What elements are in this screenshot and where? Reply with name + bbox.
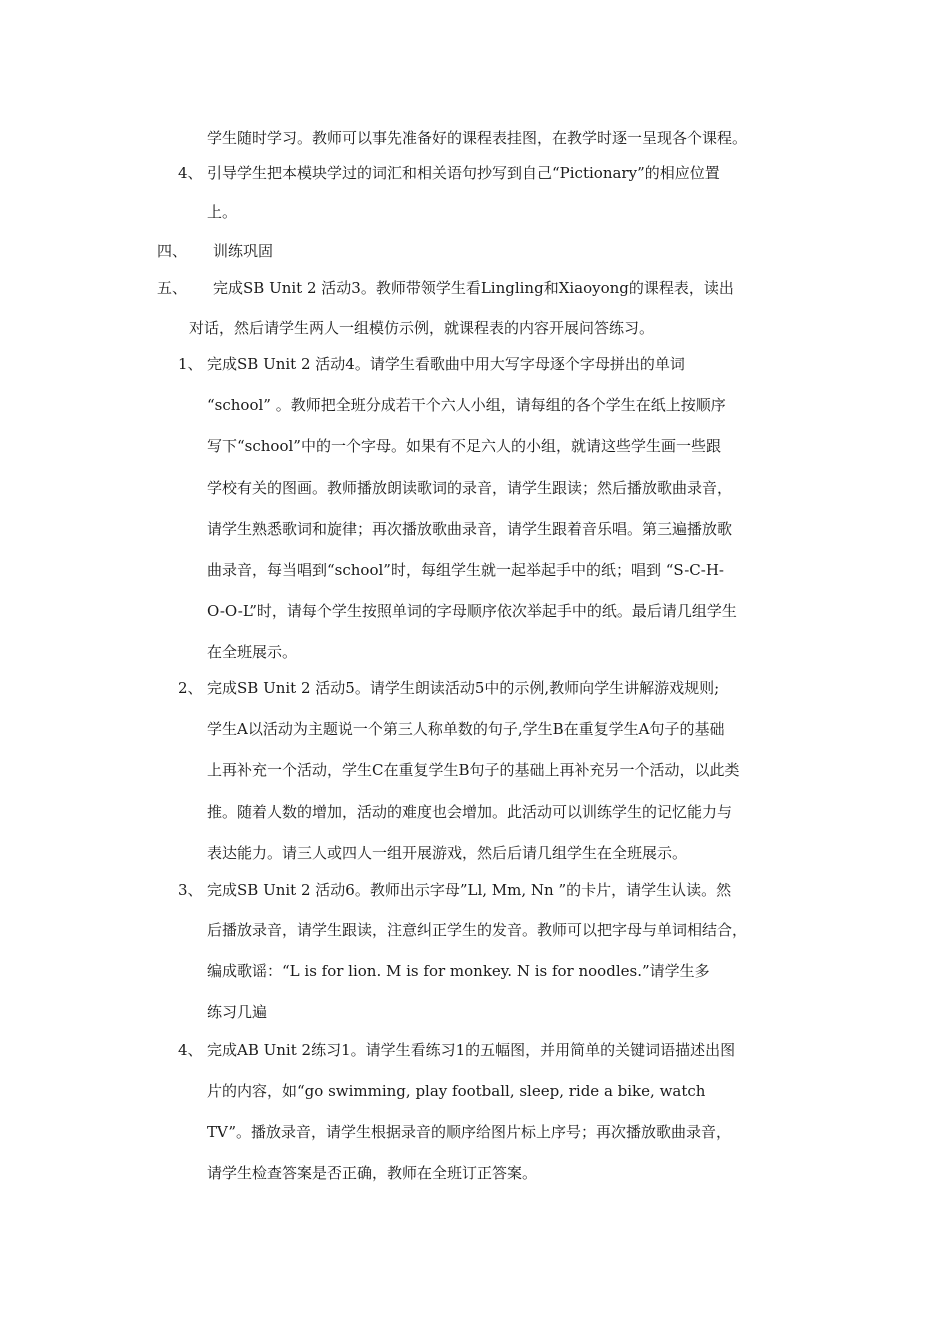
paragraph-line: O-O-L”时，请每个学生按照单词的字母顺序依次举起手中的纸。最后请几组学生 (207, 602, 737, 620)
paragraph-line: 引导学生把本模块学过的词汇和相关语句抄写到自己“Pictionary”的相应位置 (207, 164, 720, 182)
list-number: 1、 (178, 355, 203, 373)
paragraph-line: 表达能力。请三人或四人一组开展游戏，然后后请几组学生在全班展示。 (207, 844, 688, 862)
paragraph-line: 完成SB Unit 2 活动4。请学生看歌曲中用大写字母逐个字母拼出的单词 (207, 355, 685, 373)
paragraph-line: 完成SB Unit 2 活动6。教师出示字母”Ll, Mm, Nn ”的卡片，请学生认读。然 (207, 881, 732, 899)
section-number: 四、 (157, 242, 188, 260)
paragraph-line: 上。 (207, 203, 238, 221)
paragraph-line: 完成AB Unit 2练习1。请学生看练习1的五幅图，并用简单的关键词语描述出图 (207, 1041, 736, 1059)
paragraph-line: 请学生检查答案是否正确，教师在全班订正答案。 (207, 1164, 538, 1182)
list-number: 4、 (178, 1041, 203, 1059)
list-number: 2、 (178, 679, 203, 697)
paragraph-line: 完成SB Unit 2 活动5。请学生朗读活动5中的示例,教师向学生讲解游戏规则; (207, 679, 720, 697)
paragraph-line: 学生A以活动为主题说一个第三人称单数的句子,学生B在重复学生A句子的基础 (207, 720, 725, 738)
section-number: 五、 (157, 279, 188, 297)
paragraph-line: 上再补充一个活动，学生C在重复学生B句子的基础上再补充另一个活动，以此类 (207, 761, 740, 779)
paragraph-line: 编成歌谣：“L is for lion. M is for monkey. N is for noodles.”请学生多 (207, 962, 710, 980)
paragraph-line: 在全班展示。 (207, 643, 298, 661)
paragraph-line: 完成SB Unit 2 活动3。教师带领学生看Lingling和Xiaoyong的课程表，读出 (213, 279, 734, 297)
paragraph-line: “school” 。教师把全班分成若干个六人小组，请每组的各个学生在纸上按顺序 (207, 396, 726, 414)
paragraph-line: 学生随时学习。教师可以事先准备好的课程表挂图，在教学时逐一呈现各个课程。 (207, 129, 748, 147)
paragraph-line: 写下“school”中的一个字母。如果有不足六人的小组，就请这些学生画一些跟 (207, 437, 721, 455)
paragraph-line: 片的内容，如“go swimming, play football, sleep, ride a bike, watch (207, 1082, 706, 1100)
paragraph-line: 推。随着人数的增加，活动的难度也会增加。此活动可以训练学生的记忆能力与 (207, 803, 733, 821)
list-number: 3、 (178, 881, 203, 899)
paragraph-line: TV”。播放录音，请学生根据录音的顺序给图片标上序号；再次播放歌曲录音， (207, 1123, 732, 1141)
list-number: 4、 (178, 164, 203, 182)
paragraph-line: 请学生熟悉歌词和旋律；再次播放歌曲录音，请学生跟着音乐唱。第三遍播放歌 (207, 520, 733, 538)
paragraph-line: 后播放录音，请学生跟读，注意纠正学生的发音。教师可以把字母与单词相结合， (207, 921, 748, 939)
paragraph-line: 对话，然后请学生两人一组模仿示例，就课程表的内容开展问答练习。 (189, 319, 655, 337)
paragraph-line: 练习几遍 (207, 1003, 268, 1021)
paragraph-line: 曲录音，每当唱到“school”时，每组学生就一起举起手中的纸；唱到 “S-C-H- (207, 561, 724, 579)
paragraph-line: 学校有关的图画。教师播放朗读歌词的录音，请学生跟读；然后播放歌曲录音， (207, 479, 733, 497)
section-title: 训练巩固 (213, 242, 274, 260)
